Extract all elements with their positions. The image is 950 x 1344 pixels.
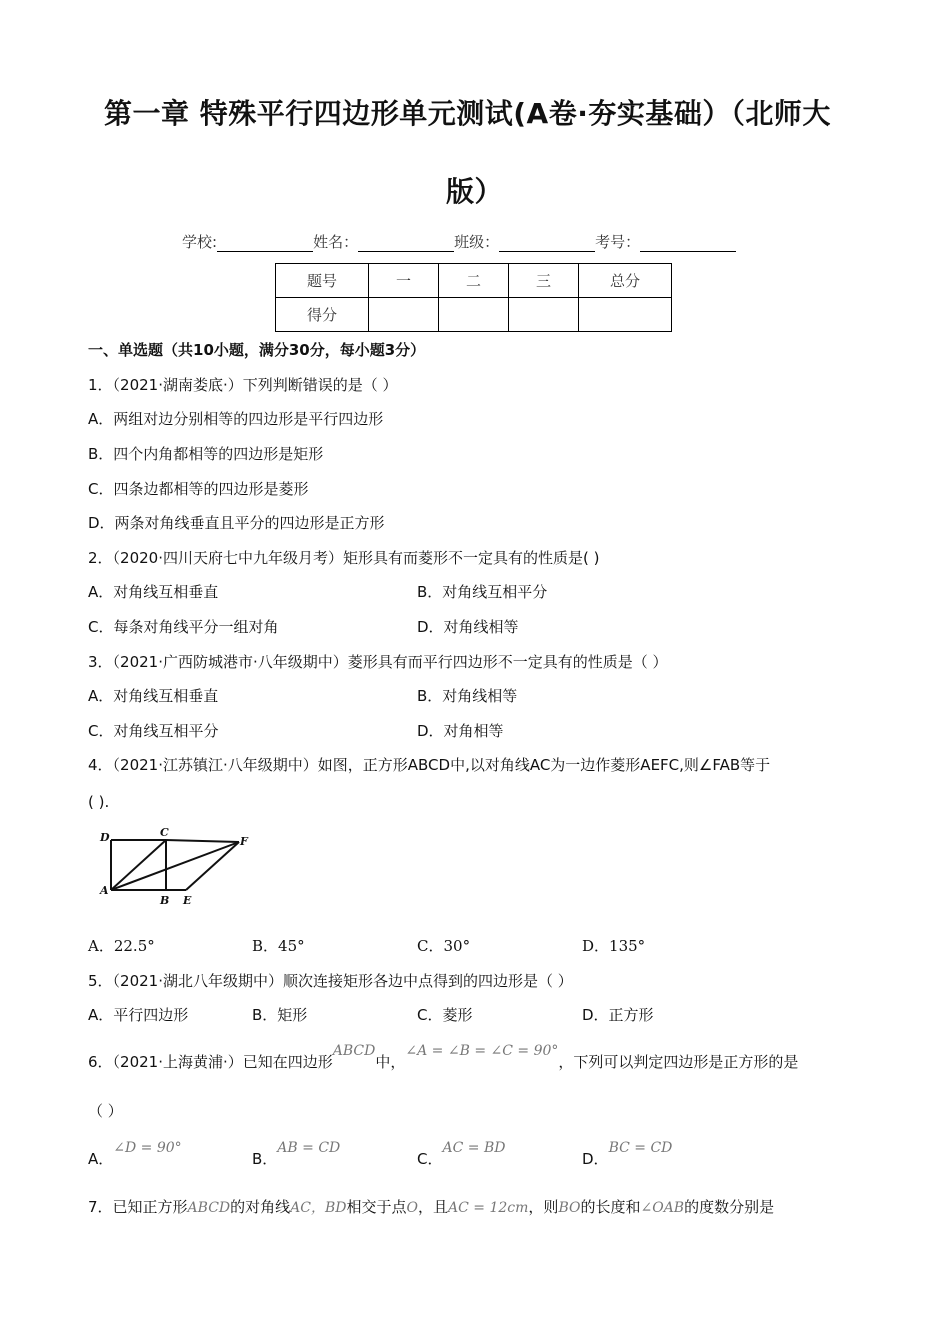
q7-text-7: 的度数分别是: [684, 1198, 775, 1216]
q7-math-abcd: ABCD: [187, 1200, 231, 1216]
q3-stem: 3．（2021·广西防城港市·八年级期中）菱形具有而平行四边形不一定具有的性质是（ ）: [88, 653, 668, 671]
q6-stem-text-b: 中，: [375, 1053, 406, 1071]
q3-option-d: D．对角相等: [417, 722, 504, 740]
q6-option-a-math: ∠D = 90°: [113, 1140, 182, 1156]
segment-ef: [186, 842, 239, 890]
label-d: D: [100, 831, 110, 844]
q3-option-a: A．对角线互相垂直: [88, 687, 219, 705]
q6-math-abcd: ABCD: [332, 1043, 376, 1059]
q1-stem: 1．（2021·湖南娄底·）下列判断错误的是（ ）: [88, 376, 398, 394]
score-table-blank-cell: [509, 298, 579, 332]
q6-option-b-letter: B．: [252, 1150, 278, 1168]
q6-option-a-letter: A．: [88, 1150, 114, 1168]
name-blank: [358, 235, 454, 252]
page-title: 第一章 特殊平行四边形单元测试(A卷·夯实基础）（北师大: [104, 97, 831, 130]
q6-stem-text-c: ，下列可以判定四边形是正方形的是: [558, 1053, 799, 1071]
q6-option-c-math: AC = BD: [442, 1140, 506, 1156]
q4-stem-line2: ( ).: [88, 793, 110, 811]
q6-option-d-letter: D．: [582, 1150, 609, 1168]
q4-option-b: B．45°: [252, 937, 305, 955]
name-label: 姓名：: [313, 233, 359, 251]
q1-option-d: D．两条对角线垂直且平分的四边形是正方形: [88, 514, 385, 532]
class-blank: [499, 235, 595, 252]
q5-option-a: A．平行四边形: [88, 1006, 189, 1024]
q4-option-d: D．135°: [582, 937, 646, 955]
q7-math-bo: BO: [558, 1200, 581, 1216]
exam-no-blank: [640, 235, 736, 252]
q6-stem: [88, 1043, 799, 1072]
q7-text-2: 的对角线: [230, 1198, 291, 1216]
score-table-blank-cell: [579, 298, 672, 332]
q4-option-c: C．30°: [417, 937, 471, 955]
score-table-blank-cell: [439, 298, 509, 332]
info-line: [182, 231, 736, 252]
q2-option-b: B．对角线互相平分: [417, 583, 548, 601]
q7-text-5: ，则: [528, 1198, 559, 1216]
q3-option-c: C．对角线互相平分: [88, 722, 219, 740]
q4-stem: 4．（2021·江苏镇江·八年级期中）如图，正方形ABCD中,以对角线AC为一边作菱形AEFC,则∠FAB等于: [88, 756, 771, 774]
q5-option-b: B．矩形: [252, 1006, 308, 1024]
score-table-cell: 一: [369, 264, 439, 298]
q7-math-ac-bd: AC，BD: [290, 1200, 347, 1216]
page-title-line2: 版）: [446, 175, 504, 208]
label-b: B: [160, 894, 170, 907]
q1-option-c: C．四条边都相等的四边形是菱形: [88, 480, 309, 498]
section-heading: 一、单选题（共10小题，满分30分，每小题3分）: [88, 341, 426, 359]
school-label: 学校:: [182, 233, 218, 251]
q6-option-d: [582, 1140, 673, 1169]
exam-no-label: 考号：: [595, 233, 641, 251]
score-table-cell: 得分: [276, 298, 369, 332]
q5-option-d: D．正方形: [582, 1006, 654, 1024]
q3-option-b: B．对角线相等: [417, 687, 518, 705]
q5-stem: 5．（2021·湖北八年级期中）顺次连接矩形各边中点得到的四边形是（ ）: [88, 972, 573, 990]
q2-option-d: D．对角线相等: [417, 618, 519, 636]
q7-math-ac-length: AC = 12cm: [448, 1200, 529, 1216]
q6-option-d-math: BC = CD: [608, 1140, 673, 1156]
q7-math-oab: ∠OAB: [640, 1200, 685, 1216]
segment-af: [111, 842, 239, 890]
q6-stem-line2: （ ）: [88, 1102, 123, 1120]
score-table: [275, 263, 672, 332]
score-table-cell: 总分: [579, 264, 672, 298]
score-table-blank-cell: [369, 298, 439, 332]
score-table-score-row: [276, 298, 672, 332]
q6-option-a: [88, 1140, 182, 1169]
score-table-cell: 题号: [276, 264, 369, 298]
q7-stem: [88, 1196, 774, 1217]
q4-option-a: A．22.5°: [88, 937, 155, 955]
q4-figure: [96, 826, 256, 916]
label-a: A: [100, 884, 109, 897]
segment-cf: [166, 840, 239, 842]
q2-option-a: A．对角线互相垂直: [88, 583, 219, 601]
score-table-cell: 二: [439, 264, 509, 298]
q2-stem: 2．（2020·四川天府七中九年级月考）矩形具有而菱形不一定具有的性质是( ): [88, 549, 600, 567]
q7-math-o: O: [406, 1200, 419, 1216]
q1-option-a: A．两组对边分别相等的四边形是平行四边形: [88, 410, 384, 428]
q7-text-3: 相交于点: [346, 1198, 407, 1216]
q7-text-6: 的长度和: [580, 1198, 641, 1216]
q5-option-c: C．菱形: [417, 1006, 473, 1024]
q6-option-b-math: AB = CD: [277, 1140, 341, 1156]
class-label: 班级：: [454, 233, 500, 251]
q6-option-c: [417, 1140, 506, 1169]
score-table-header-row: [276, 264, 672, 298]
score-table-cell: 三: [509, 264, 579, 298]
q7-text-4: ，且: [418, 1198, 449, 1216]
q6-option-c-letter: C．: [417, 1150, 443, 1168]
q6-math-angles: ∠A = ∠B = ∠C = 90°: [405, 1043, 559, 1059]
q2-option-c: C．每条对角线平分一组对角: [88, 618, 279, 636]
q1-option-b: B．四个内角都相等的四边形是矩形: [88, 445, 324, 463]
q6-option-b: [252, 1140, 341, 1169]
segment-ac: [111, 840, 166, 890]
school-blank: [217, 235, 313, 252]
q7-text-1: 7．已知正方形: [88, 1198, 188, 1216]
label-c: C: [160, 826, 169, 839]
label-f: F: [240, 835, 248, 848]
q4-figure-lines: [111, 840, 239, 890]
q6-stem-text-a: 6．（2021·上海黄浦·）已知在四边形: [88, 1053, 333, 1071]
label-e: E: [183, 894, 192, 907]
